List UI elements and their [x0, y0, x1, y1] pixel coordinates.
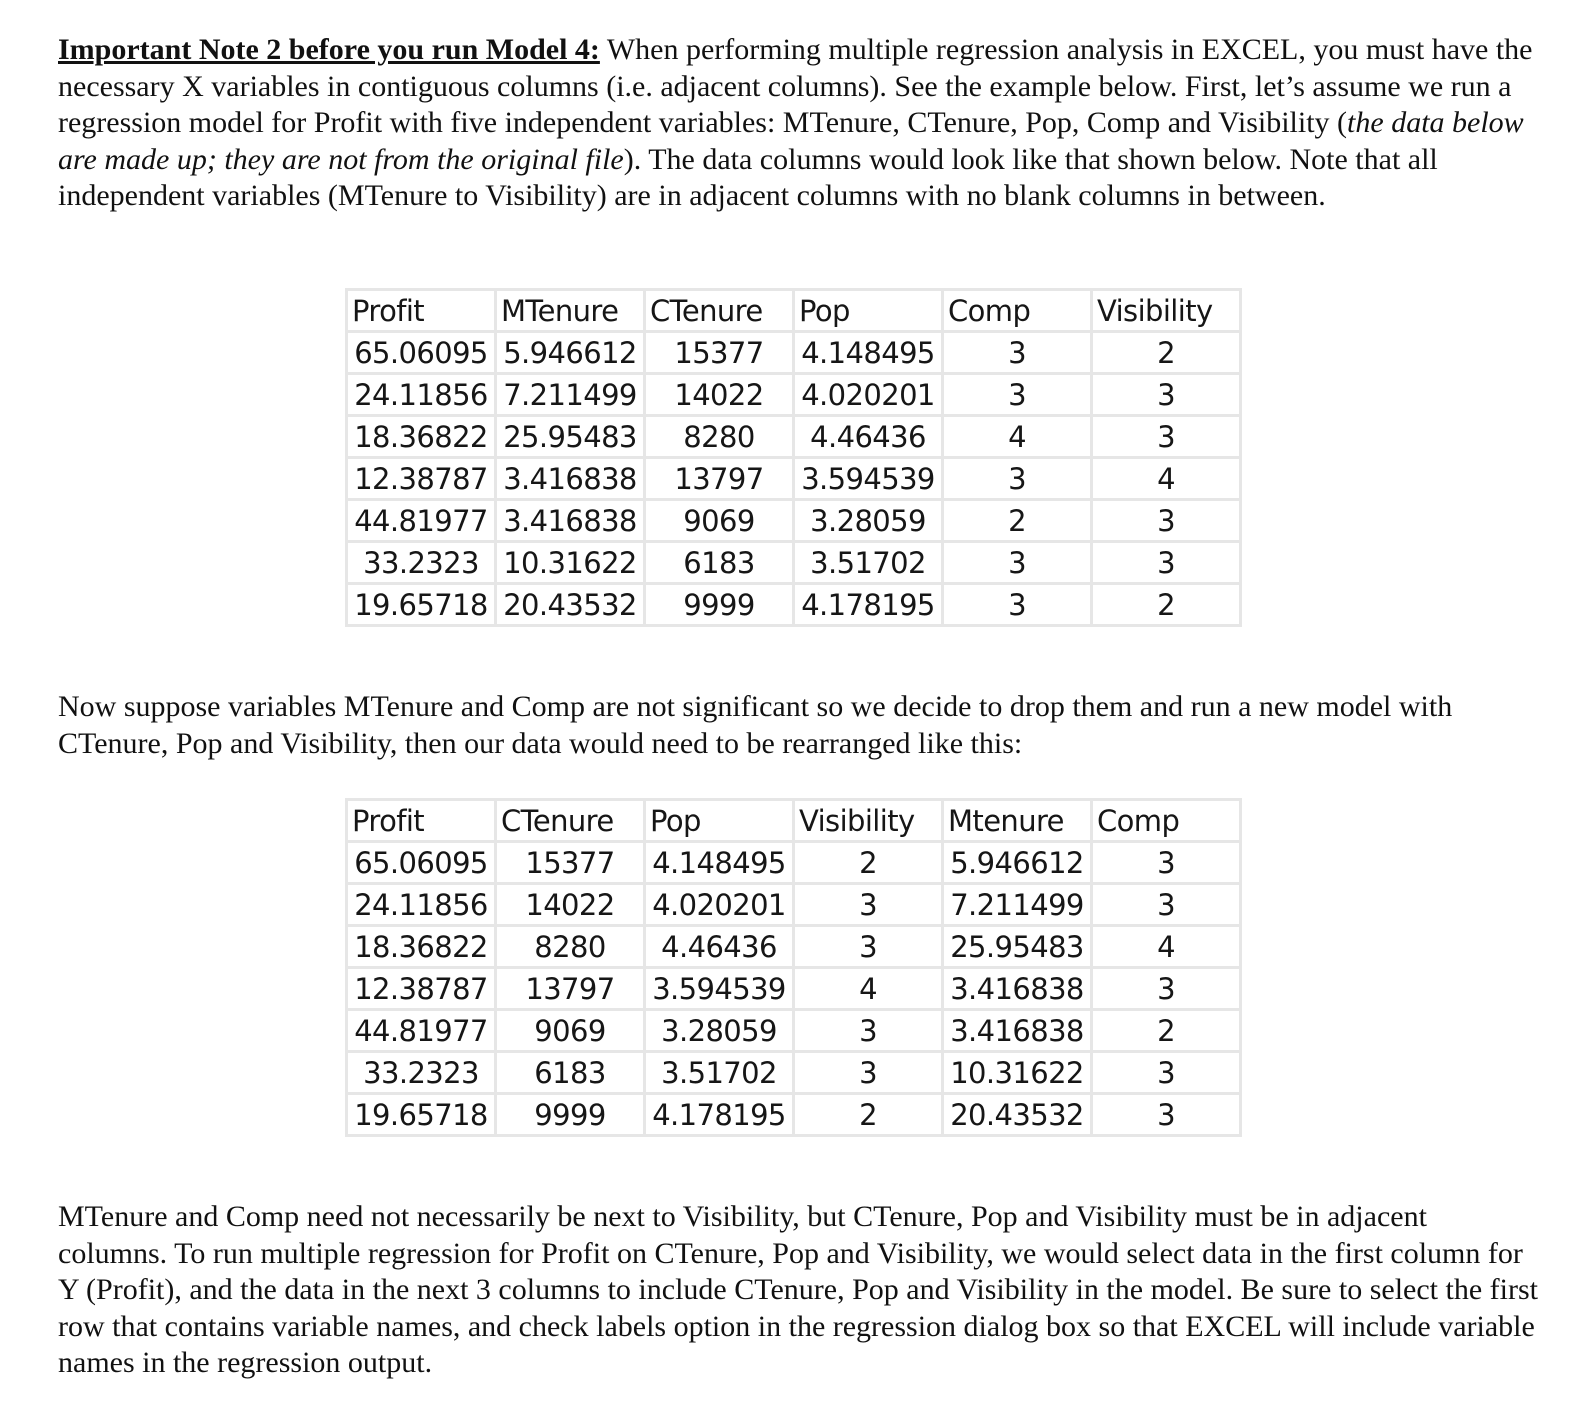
table-cell: 2 — [795, 1095, 941, 1134]
table-cell: 3 — [795, 1011, 941, 1050]
table-cell: 3.416838 — [497, 459, 643, 498]
table-cell: 7.211499 — [497, 375, 643, 414]
table-cell: 3 — [1093, 969, 1239, 1008]
header-cell: CTenure — [646, 291, 792, 330]
table-cell: 14022 — [497, 885, 643, 924]
table-row — [348, 417, 1239, 456]
rearrange-paragraph: Now suppose variables MTenure and Comp are not significant so we decide to drop them and run a new model with CTenure, Pop and Visibility, then our data would need to be rearranged like this: — [58, 690, 1453, 760]
table-cell: 3.51702 — [646, 1053, 792, 1092]
table-cell: 3.416838 — [944, 969, 1090, 1008]
table-cell: 4.46436 — [795, 417, 941, 456]
table-row — [348, 927, 1239, 966]
table-cell: 4 — [795, 969, 941, 1008]
header-cell: Visibility — [795, 801, 941, 840]
table-cell: 20.43532 — [944, 1095, 1090, 1134]
table-cell: 3 — [944, 333, 1090, 372]
table-row — [348, 1053, 1239, 1092]
table-cell: 2 — [1093, 1011, 1239, 1050]
table-cell: 18.36822 — [348, 417, 494, 456]
table-cell: 9069 — [497, 1011, 643, 1050]
closing-paragraph: MTenure and Comp need not necessarily be next to Visibility, but CTenure, Pop and Visibility must be in adjacent columns. To run multiple regression for Profit on CTenure, Pop and Visibility, we would select data in the first column for Y (Profit), and the data in the next 3 columns to include CTenure, Pop and Visibility in the model. Be sure to select the first row that contains variable names, and check labels option in the regression dialog box so that EXCEL will include variable names in the regression output. — [58, 1200, 1538, 1380]
table-header-row — [348, 801, 1239, 840]
rearranged-data-table — [345, 798, 1242, 1137]
table-cell: 3 — [795, 1053, 941, 1092]
table-cell: 4.020201 — [795, 375, 941, 414]
table-cell: 24.11856 — [348, 885, 494, 924]
header-cell: CTenure — [497, 801, 643, 840]
table-cell: 4.148495 — [646, 843, 792, 882]
intro-paragraph — [58, 32, 1538, 215]
table-row — [348, 333, 1239, 372]
intro-text-part-2: ). The data columns would look like that shown below. Note that all independent variables (MTenure to Visibility) are in adjacent columns with no blank columns in between. — [58, 142, 1438, 213]
table-cell: 2 — [944, 501, 1090, 540]
header-cell: MTenure — [497, 291, 643, 330]
table-cell: 3.594539 — [795, 459, 941, 498]
table-cell: 25.95483 — [944, 927, 1090, 966]
table-cell: 4.148495 — [795, 333, 941, 372]
table-cell: 3 — [1093, 501, 1239, 540]
table-cell: 4.46436 — [646, 927, 792, 966]
table-cell: 9999 — [497, 1095, 643, 1134]
header-cell: Comp — [944, 291, 1090, 330]
table-cell: 12.38787 — [348, 969, 494, 1008]
table-cell: 8280 — [497, 927, 643, 966]
table-cell: 24.11856 — [348, 375, 494, 414]
table-cell: 3 — [944, 543, 1090, 582]
table-cell: 10.31622 — [944, 1053, 1090, 1092]
table-cell: 14022 — [646, 375, 792, 414]
table-row — [348, 843, 1239, 882]
table-cell: 4.178195 — [795, 585, 941, 624]
table-cell: 3 — [944, 459, 1090, 498]
table-cell: 3 — [944, 585, 1090, 624]
table-row — [348, 543, 1239, 582]
header-cell: Profit — [348, 291, 494, 330]
table-cell: 3 — [944, 375, 1090, 414]
table-header-row — [348, 291, 1239, 330]
table-cell: 3.416838 — [497, 501, 643, 540]
table-cell: 3 — [795, 885, 941, 924]
table-cell: 44.81977 — [348, 501, 494, 540]
table-cell: 3 — [795, 927, 941, 966]
header-cell: Visibility — [1093, 291, 1239, 330]
table-row — [348, 1011, 1239, 1050]
table-cell: 3.416838 — [944, 1011, 1090, 1050]
table-cell: 3.28059 — [795, 501, 941, 540]
table-cell: 3 — [1093, 1053, 1239, 1092]
table-cell: 4.178195 — [646, 1095, 792, 1134]
table-row — [348, 585, 1239, 624]
header-cell: Pop — [795, 291, 941, 330]
table-cell: 15377 — [497, 843, 643, 882]
table-cell: 3.28059 — [646, 1011, 792, 1050]
table-cell: 33.2323 — [348, 543, 494, 582]
table-cell: 65.06095 — [348, 333, 494, 372]
table-cell: 6183 — [646, 543, 792, 582]
table-cell: 4 — [1093, 459, 1239, 498]
table-cell: 19.65718 — [348, 1095, 494, 1134]
table-cell: 25.95483 — [497, 417, 643, 456]
table-cell: 3 — [1093, 1095, 1239, 1134]
header-cell: Mtenure — [944, 801, 1090, 840]
table-cell: 3 — [1093, 543, 1239, 582]
intro-text-part-1: When performing multiple regression analysis in EXCEL, you must have the necessary X variables in contiguous columns (i.e. adjacent columns). See the example below. First, let’s assume we run a regression model for Profit with five independent variables: MTenure, CTenure, Pop, Comp and Visibility ( — [58, 33, 1533, 140]
table-cell: 12.38787 — [348, 459, 494, 498]
table-cell: 2 — [1093, 585, 1239, 624]
table-row — [348, 375, 1239, 414]
table-cell: 4 — [1093, 927, 1239, 966]
table-cell: 3.594539 — [646, 969, 792, 1008]
table-cell: 10.31622 — [497, 543, 643, 582]
note-title: Important Note 2 before you run Model 4: — [58, 33, 600, 66]
table-cell: 13797 — [497, 969, 643, 1008]
table-cell: 9999 — [646, 585, 792, 624]
table-row — [348, 501, 1239, 540]
header-cell: Profit — [348, 801, 494, 840]
table-cell: 5.946612 — [944, 843, 1090, 882]
table-cell: 4.020201 — [646, 885, 792, 924]
header-cell: Comp — [1093, 801, 1239, 840]
header-cell: Pop — [646, 801, 792, 840]
table-cell: 18.36822 — [348, 927, 494, 966]
table-cell: 13797 — [646, 459, 792, 498]
table-cell: 19.65718 — [348, 585, 494, 624]
table-cell: 5.946612 — [497, 333, 643, 372]
table-row — [348, 969, 1239, 1008]
table-cell: 7.211499 — [944, 885, 1090, 924]
table-cell: 2 — [795, 843, 941, 882]
table-cell: 3 — [1093, 375, 1239, 414]
table-cell: 15377 — [646, 333, 792, 372]
table-cell: 3 — [1093, 417, 1239, 456]
table-row — [348, 1095, 1239, 1134]
table-row — [348, 459, 1239, 498]
table-cell: 20.43532 — [497, 585, 643, 624]
table-cell: 3 — [1093, 843, 1239, 882]
table-cell: 2 — [1093, 333, 1239, 372]
table-row — [348, 885, 1239, 924]
table-cell: 3 — [1093, 885, 1239, 924]
original-data-table — [345, 288, 1242, 627]
table-cell: 33.2323 — [348, 1053, 494, 1092]
intro-italic-disclaimer: the data below are made up; they are not from the original file — [58, 106, 1524, 176]
table-cell: 8280 — [646, 417, 792, 456]
table-cell: 6183 — [497, 1053, 643, 1092]
table-cell: 65.06095 — [348, 843, 494, 882]
table-cell: 3.51702 — [795, 543, 941, 582]
table-cell: 4 — [944, 417, 1090, 456]
table-cell: 44.81977 — [348, 1011, 494, 1050]
table-cell: 9069 — [646, 501, 792, 540]
